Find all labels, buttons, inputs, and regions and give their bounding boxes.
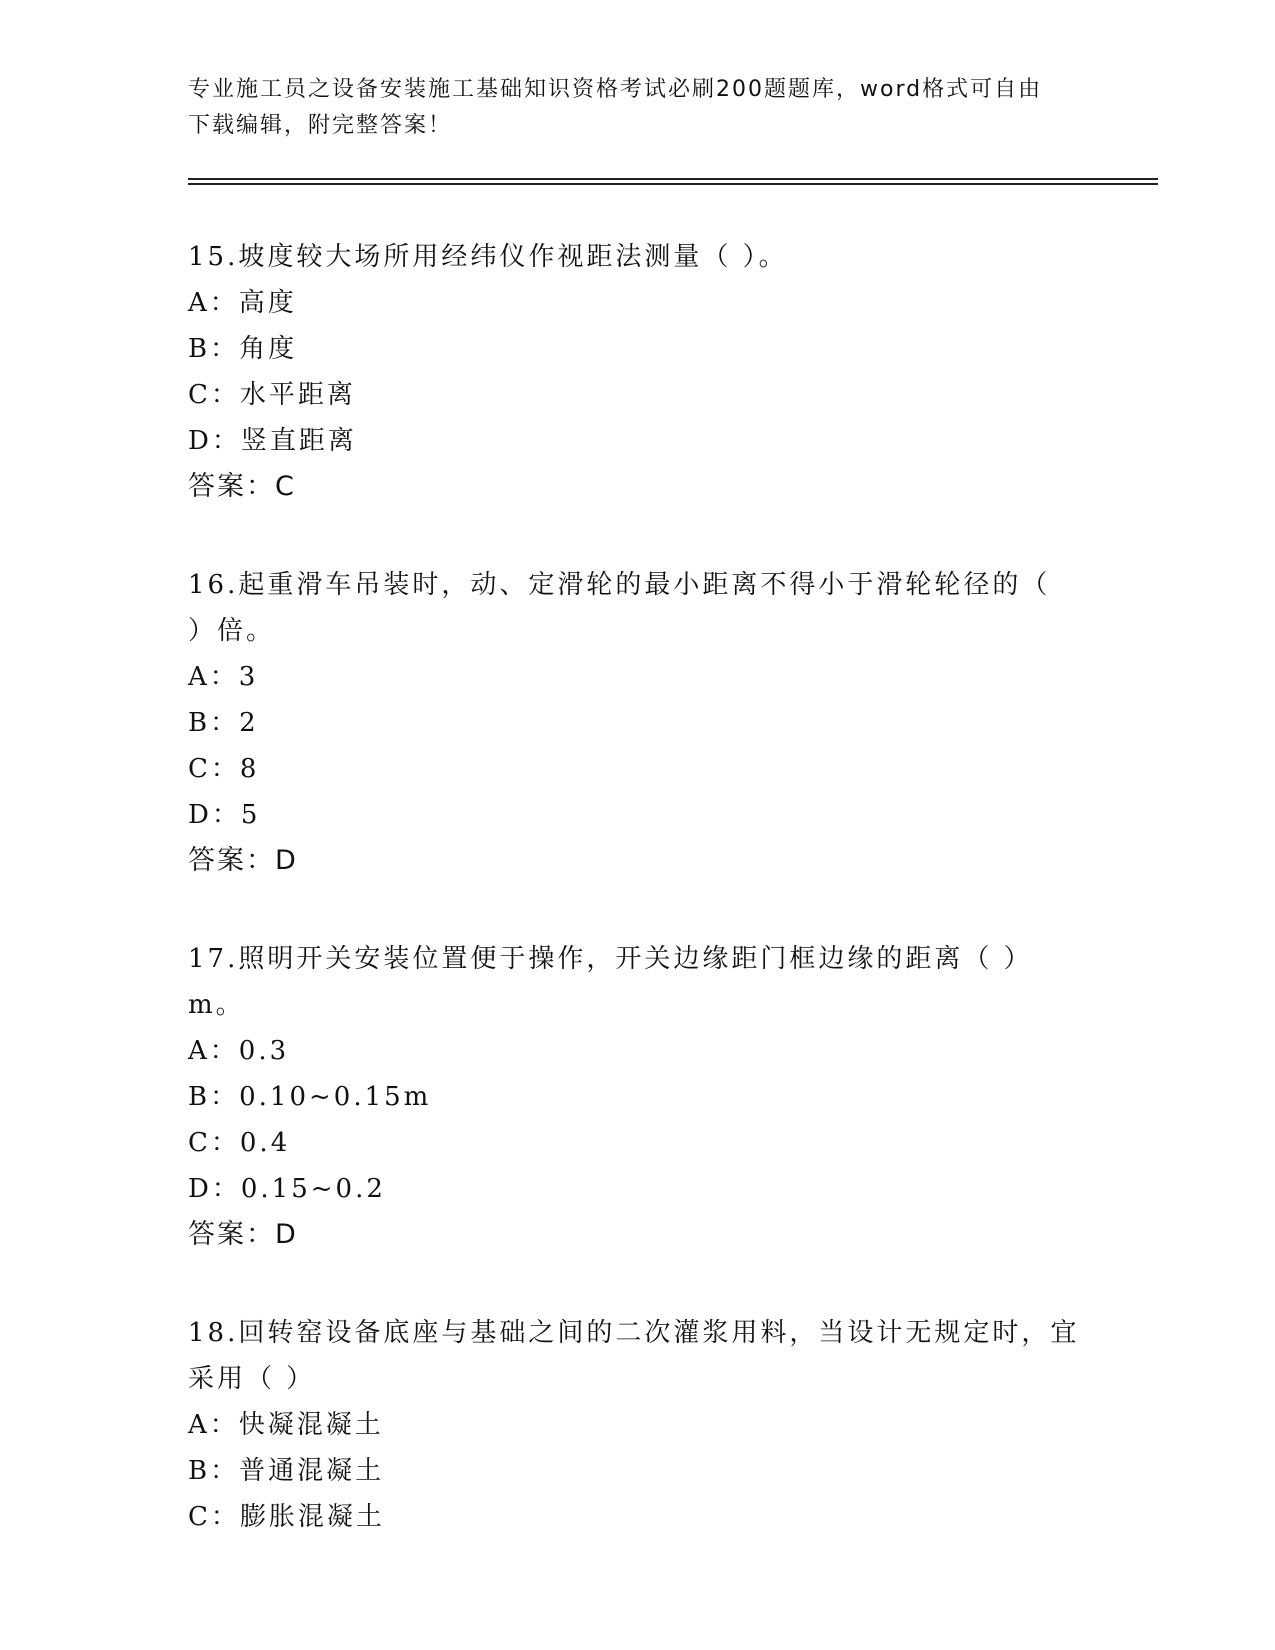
document-header (188, 72, 1088, 144)
question-stem: 15.坡度较大场所用经纬仪作视距法测量（ ）。 (188, 242, 788, 272)
answer-line: 答案：D (188, 845, 298, 876)
option-b: B：角度 (188, 334, 298, 364)
option-a: A：3 (188, 662, 259, 692)
question-stem: 16.起重滑车吊装时，动、定滑轮的最小距离不得小于滑轮轮径的（ (188, 570, 1051, 600)
header-line-2: 下载编辑，附完整答案！ (188, 113, 453, 138)
question-17 (188, 936, 1088, 1258)
option-c: C：水平距离 (188, 380, 356, 410)
option-c: C：8 (188, 754, 260, 784)
option-a: A：高度 (188, 288, 297, 318)
option-d: D：0.15~0.2 (188, 1174, 386, 1204)
option-c: C：0.4 (188, 1128, 291, 1158)
option-a: A：0.3 (188, 1036, 290, 1066)
question-stem-continued: ）倍。 (188, 616, 276, 646)
option-b: B：2 (188, 708, 259, 738)
answer-line: 答案：C (188, 471, 296, 502)
question-stem: 18.回转窑设备底座与基础之间的二次灌浆用料，当设计无规定时，宜 (188, 1318, 1080, 1348)
answer-line: 答案：D (188, 1219, 298, 1250)
question-18 (188, 1310, 1088, 1540)
question-16 (188, 562, 1088, 884)
option-c: C：膨胀混凝土 (188, 1502, 385, 1532)
option-d: D：竖直距离 (188, 426, 357, 456)
question-list (188, 234, 1088, 1592)
question-15 (188, 234, 1088, 510)
question-stem: 17.照明开关安装位置便于操作，开关边缘距门框边缘的距离（ ）m。 (188, 944, 1033, 1020)
option-a: A：快凝混凝土 (188, 1410, 384, 1440)
option-d: D：5 (188, 800, 261, 830)
header-divider-bottom (188, 183, 1158, 185)
option-b: B：0.10~0.15m (188, 1082, 432, 1112)
header-divider-top (188, 178, 1158, 180)
question-stem-continued: 采用（ ） (188, 1364, 316, 1394)
option-b: B：普通混凝土 (188, 1456, 385, 1486)
header-line-1: 专业施工员之设备安装施工基础知识资格考试必刷200题题库，word格式可自由 (188, 77, 1043, 102)
